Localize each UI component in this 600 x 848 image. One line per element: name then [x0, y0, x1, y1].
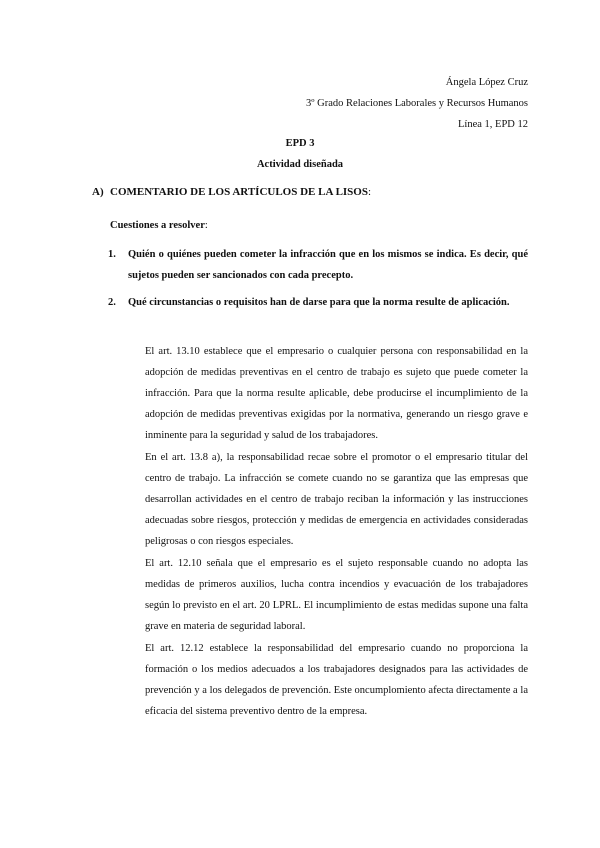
paragraph-art-12-10: El art. 12.10 señala que el empresario es el sujeto responsable cuando no adopta las medidas de primeros auxilios, lucha contra incendios y evacuación de los trabajadores según lo previsto en el art. 20 LPRL. El incumplimiento de estas medidas supone una falta grave en materia de seguridad laboral.	[145, 558, 528, 632]
paragraph-art-12-12: El art. 12.12 establece la responsabilidad del empresario cuando no proporciona la formación o los medios adecuados a los trabajadores designados para las actividades de prevención y a los delegados de prevención. Este oncumplomiento afecta directamente a la eficacia del sistema preventivo dentro de la empresa.	[145, 643, 528, 717]
question-text: Qué circunstancias o requisitos han de darse para que la norma resulte de aplicación.	[128, 297, 510, 308]
question-number: 1.	[108, 249, 116, 260]
question-number: 2.	[108, 297, 116, 308]
section-a-heading	[92, 186, 371, 198]
questions-label	[110, 220, 208, 231]
section-letter: A)	[92, 186, 104, 198]
activity-subtitle: Actividad diseñada	[256, 159, 344, 170]
document-header	[306, 72, 528, 135]
questions-label-text: Cuestiones a resolver	[110, 220, 205, 231]
question-1	[108, 244, 528, 286]
question-2	[108, 292, 528, 313]
author-name: Ángela López Cruz	[445, 77, 528, 88]
paragraph-art-13-8: En el art. 13.8 a), la responsabilidad recae sobre el promotor o el empresario titular del centro de trabajo. La infracción se comete cuando no se garantiza que las empresas que desarrollan actividades en el centro de trabajo reciban la información y las instrucciones adecuadas sobre riesgos, protección y medidas de emergencia en actividades consideradas peligrosas o con riesgos especiales.	[145, 452, 528, 547]
question-text: Quién o quiénes pueden cometer la infracción que en los mismos se indica. Es decir, qué sujetos pueden ser sancionados con cada precepto.	[128, 249, 528, 281]
questions-label-colon: :	[204, 220, 208, 231]
epd-title: EPD 3	[285, 138, 315, 149]
group-line: Línea 1, EPD 12	[458, 119, 528, 130]
section-colon: :	[367, 186, 372, 198]
section-title: COMENTARIO DE LOS ARTÍCULOS DE LA LISOS	[110, 186, 368, 198]
paragraph-art-13-10: El art. 13.10 establece que el empresario o cualquier persona con responsabilidad en la adopción de medidas preventivas en el centro de trabajo es sujeto que puede cometer la infracción. Para que la norma resulte aplicable, debe producirse el incumplimiento de la adopción de medidas preventivas exigidas por la normativa, generando un riesgo grave e inminente para la seguridad y salud de los trabajadores.	[145, 346, 528, 441]
degree-name: 3º Grado Relaciones Laborales y Recursos Humanos	[306, 98, 528, 109]
